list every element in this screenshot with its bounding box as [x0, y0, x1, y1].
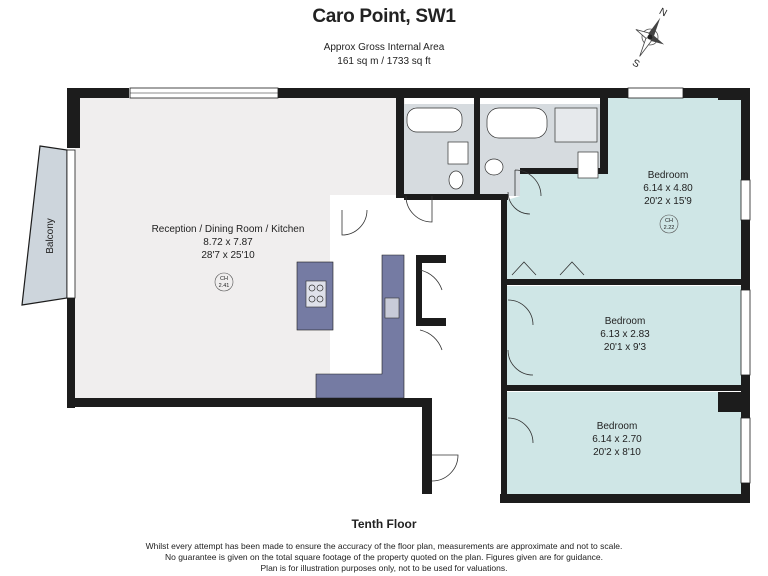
basin-1	[448, 142, 468, 164]
bedroom-1-metric: 6.14 x 4.80	[643, 183, 693, 194]
floor-name: Tenth Floor	[351, 517, 417, 531]
hallway	[330, 195, 507, 495]
gross-area-value: 161 sq m / 1733 sq ft	[337, 56, 431, 67]
bedroom-1-imperial: 20'2 x 15'9	[644, 196, 692, 207]
bedroom-2-name: Bedroom	[604, 316, 646, 327]
basin-2	[578, 152, 598, 178]
plan-title: Caro Point, SW1	[312, 6, 456, 27]
balcony-label: Balcony	[45, 218, 56, 254]
reception-room-metric: 8.72 x 7.87	[203, 237, 253, 248]
window-bedroom1-top	[628, 88, 683, 98]
reception-room-name: Reception / Dining Room / Kitchen	[151, 224, 305, 235]
bedroom-3-imperial: 20'2 x 8'10	[593, 447, 641, 458]
window-bedroom2-right	[741, 290, 750, 375]
disclaimer-line-3: Plan is for illustration purposes only, not to be used for valuations.	[260, 563, 508, 573]
toilet-2	[485, 159, 503, 175]
compass-north-label: N	[657, 6, 669, 20]
ceiling-height-label: CH	[220, 276, 228, 282]
bedroom-3-name: Bedroom	[596, 421, 638, 432]
hob-icon	[306, 281, 326, 307]
bedroom-1-ceiling-value: 2.22	[663, 225, 675, 231]
reception-room-imperial: 28'7 x 25'10	[201, 250, 255, 261]
toilet-1	[449, 171, 463, 189]
disclaimer-line-1: Whilst every attempt has been made to ensure the accuracy of the floor plan, measurements are approximate and not to scale.	[145, 541, 623, 551]
bedroom-2-metric: 6.13 x 2.83	[600, 329, 650, 340]
bathtub-1	[407, 108, 462, 132]
kitchen-sink	[385, 298, 399, 318]
bedroom-1-ceiling-label: CH	[665, 218, 673, 224]
compass-rose-icon	[619, 0, 680, 76]
bedroom-1-name: Bedroom	[647, 170, 689, 181]
disclaimer-line-2: No guarantee is given on the total square footage of the property quoted on the plan. Figures given are for guidance.	[164, 552, 604, 562]
bedroom-2-imperial: 20'1 x 9'3	[603, 342, 647, 353]
balcony-door	[67, 150, 75, 298]
compass-south-label: S	[630, 57, 642, 71]
shower	[555, 108, 597, 142]
bathtub-2	[487, 108, 547, 138]
ceiling-height-value: 2.41	[218, 283, 230, 289]
window-bedroom1-right	[741, 180, 750, 220]
window-bedroom3-right	[741, 418, 750, 483]
gross-area-label: Approx Gross Internal Area	[323, 42, 445, 53]
bedroom-3-metric: 6.14 x 2.70	[592, 434, 642, 445]
disclaimer	[0, 541, 768, 574]
